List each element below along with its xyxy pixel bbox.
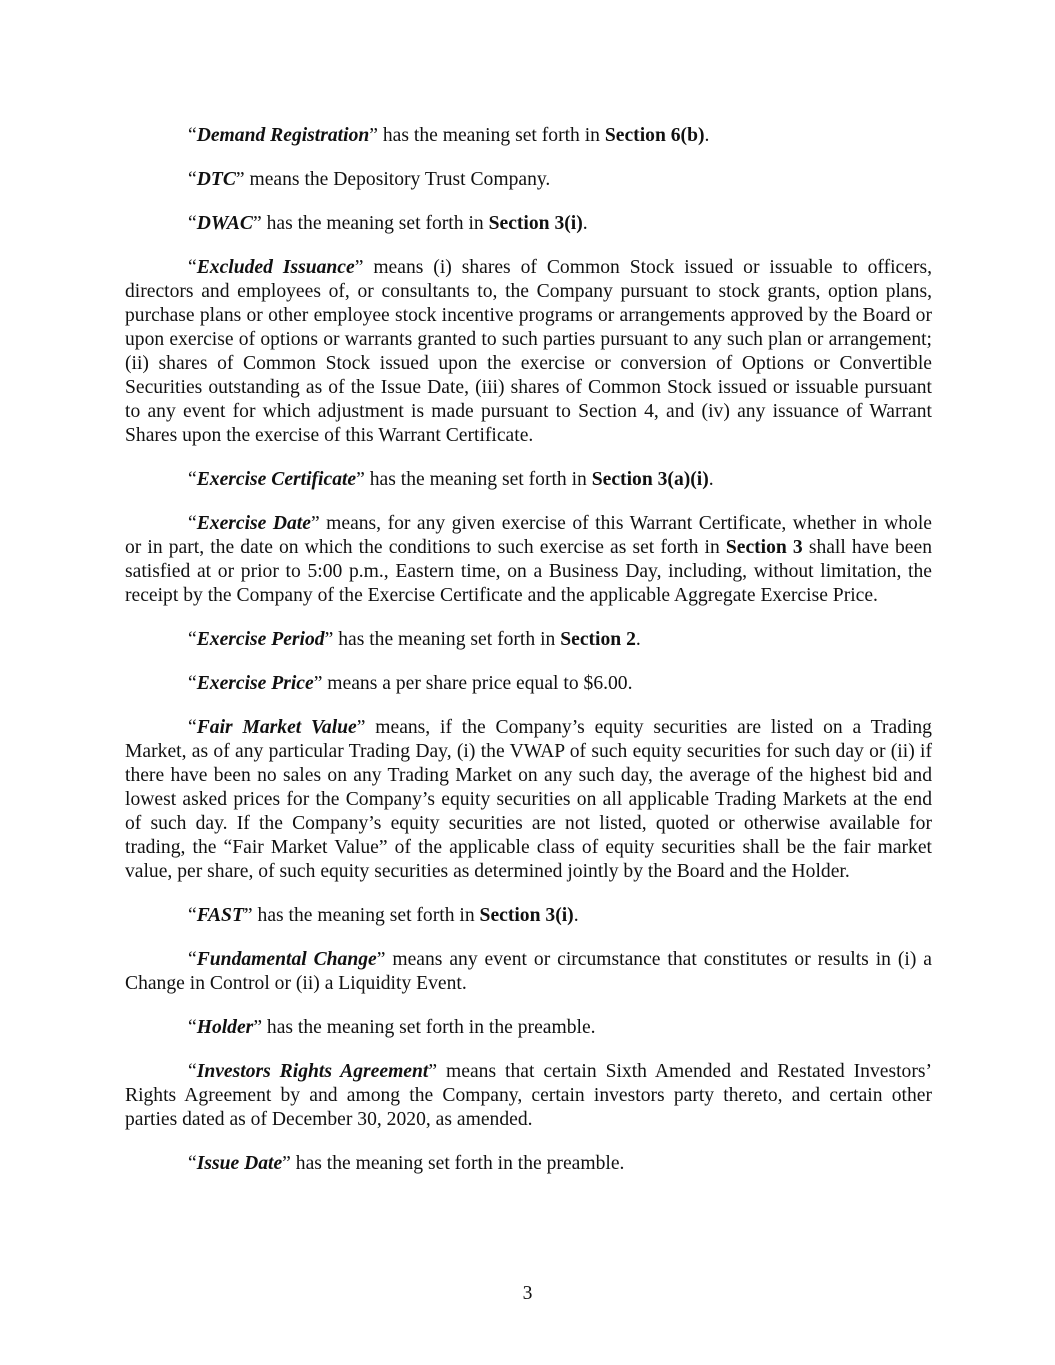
section-reference: Section 6(b) [604, 125, 705, 146]
definition-text: . [573, 905, 579, 926]
definition-text: . [635, 629, 641, 650]
defined-term: DTC [196, 169, 236, 190]
definition-text: means a per share price equal to $6.00. [322, 673, 633, 694]
section-reference: Section 3(a)(i) [591, 469, 709, 490]
definition-paragraph: “Exercise Date” means, for any given exercise of this Warrant Certificate, whether in whole or in part, the date on which the conditions to such exercise as set forth in Section 3 shall have been satisfied at or prior to 5:00 p.m., Eastern time, on a Business Day, including, without limitation, the receipt by the Company of the Exercise Certificate and the applicable Aggregate Exercise Price. [125, 513, 932, 606]
definition-text: has the meaning set forth in [252, 905, 480, 926]
definition-text: means the Depository Trust Company. [244, 169, 551, 190]
definition-text: . [708, 469, 714, 490]
defined-term: Exercise Price [196, 673, 314, 694]
definition-text: means any event or circumstance that constitutes or results in (i) a Change in Control or (ii) a Liquidity Event. [125, 949, 932, 994]
definition-paragraph: “DWAC” has the meaning set forth in Section 3(i). [188, 213, 588, 234]
definition-paragraph: “FAST” has the meaning set forth in Section 3(i). [188, 905, 579, 926]
defined-term: DWAC [196, 213, 253, 234]
definition-paragraph: “Demand Registration” has the meaning set forth in Section 6(b). [188, 125, 710, 146]
definition-paragraph: “Exercise Certificate” has the meaning set forth in Section 3(a)(i). [188, 469, 714, 490]
definition-paragraph: “Exercise Period” has the meaning set forth in Section 2. [188, 629, 641, 650]
definition-text: has the meaning set forth in the preamble. [290, 1153, 625, 1174]
definition-paragraph: “DTC” means the Depository Trust Company. [188, 169, 551, 190]
defined-term: Exercise Date [196, 513, 311, 534]
definition-paragraph: “Holder” has the meaning set forth in the preamble. [188, 1017, 596, 1038]
definition-paragraph: “Exercise Price” means a per share price equal to $6.00. [188, 673, 633, 694]
definition-text: . [582, 213, 588, 234]
definition-text: means, for any given exercise of this Warrant Certificate, whether in whole or in part, the date on which the conditions to such exercise as set forth in [125, 513, 932, 558]
defined-term: Exercise Period [196, 629, 325, 650]
defined-term: FAST [196, 905, 244, 926]
definition-paragraph: “Excluded Issuance” means (i) shares of Common Stock issued or issuable to officers, directors and employees of, or consultants to, the Company pursuant to stock grants, option plans, purchase plans or other employee stock incentive programs or arrangements approved by the Board or upon exercise of options or warrants granted to such parties pursuant to any such plan or arrangement; (ii) shares of Common Stock issued upon the exercise or conversion of Options or Convertible Securities outstanding as of the Issue Date, (iii) shares of Common Stock issued or issuable pursuant to any event for which adjustment is made pursuant to Section 4, and (iv) any issuance of Warrant Shares upon the exercise of this Warrant Certificate. [125, 257, 933, 446]
definition-text: . [704, 125, 710, 146]
document-page [125, 124, 932, 1196]
definition-text: has the meaning set forth in [333, 629, 561, 650]
defined-term: Issue Date [196, 1153, 283, 1174]
definition-text: has the meaning set forth in [261, 213, 489, 234]
defined-term: Fundamental Change [196, 949, 377, 970]
section-reference: Section 2 [560, 629, 636, 650]
section-reference: Section 3(i) [488, 213, 583, 234]
defined-term: Holder [196, 1017, 254, 1038]
definition-text: has the meaning set forth in [364, 469, 592, 490]
section-reference: Section 3 [725, 537, 803, 558]
definition-paragraph: “Investors Rights Agreement” means that certain Sixth Amended and Restated Investors’ Rights Agreement by and among the Company, certain investors party thereto, and certain other parties dated as of December 30, 2020, as amended. [125, 1061, 932, 1130]
defined-term: Exercise Certificate [196, 469, 357, 490]
definition-paragraph: “Fundamental Change” means any event or circumstance that constitutes or results in (i) a Change in Control or (ii) a Liquidity Event. [125, 949, 932, 994]
defined-term: Investors Rights Agreement [196, 1061, 429, 1082]
section-reference: Section 3(i) [479, 905, 574, 926]
definition-text: shall have been satisfied at or prior to 5:00 p.m., Eastern time, on a Business Day, including, without limitation, the receipt by the Company of the Exercise Certificate and the applicable Aggregate Exercise Price. [125, 537, 932, 606]
definition-text: means that certain Sixth Amended and Restated Investors’ Rights Agreement by and among the Company, certain investors party thereto, and certain other parties dated as of December 30, 2020, as amended. [125, 1061, 932, 1130]
defined-term: Fair Market Value [196, 717, 357, 738]
definition-text: has the meaning set forth in [377, 125, 605, 146]
defined-term: Excluded Issuance [196, 257, 355, 278]
definition-text: means (i) shares of Common Stock issued or issuable to officers, directors and employees of, or consultants to, the Company pursuant to stock grants, option plans, purchase plans or other employee stock incentive programs or arrangements approved by the Board or upon exercise of options or warrants granted to such parties pursuant to any such plan or arrangement; (ii) shares of Common Stock issued upon the exercise or conversion of Options or Convertible Securities outstanding as of the Issue Date, (iii) shares of Common Stock issued or issuable pursuant to any event for which adjustment is made pursuant to Section 4, and (iv) any issuance of Warrant Shares upon the exercise of this Warrant Certificate. [125, 257, 933, 446]
definition-text: has the meaning set forth in the preamble. [262, 1017, 596, 1038]
definitions-list [125, 124, 932, 1176]
definition-text: means, if the Company’s equity securities are listed on a Trading Market, as of any particular Trading Day, (i) the VWAP of such equity securities for such day or (ii) if there have been no sales on any Trading Market on any such day, the average of the highest bid and lowest asked prices for the Company’s equity securities on all applicable Trading Markets at the end of such day. If the Company’s equity securities are not listed, quoted or otherwise available for trading, the “Fair Market Value” of the applicable class of equity securities shall be the fair market value, per share, of such equity securities as determined jointly by the Board and the Holder. [125, 717, 932, 882]
defined-term: Demand Registration [196, 125, 370, 146]
definition-paragraph: “Issue Date” has the meaning set forth in the preamble. [188, 1153, 625, 1174]
definition-paragraph: “Fair Market Value” means, if the Company’s equity securities are listed on a Trading Market, as of any particular Trading Day, (i) the VWAP of such equity securities for such day or (ii) if there have been no sales on any Trading Market on any such day, the average of the highest bid and lowest asked prices for the Company’s equity securities on all applicable Trading Markets at the end of such day. If the Company’s equity securities are not listed, quoted or otherwise available for trading, the “Fair Market Value” of the applicable class of equity securities shall be the fair market value, per share, of such equity securities as determined jointly by the Board and the Holder. [125, 717, 932, 882]
page-number: 3 [522, 1283, 533, 1304]
